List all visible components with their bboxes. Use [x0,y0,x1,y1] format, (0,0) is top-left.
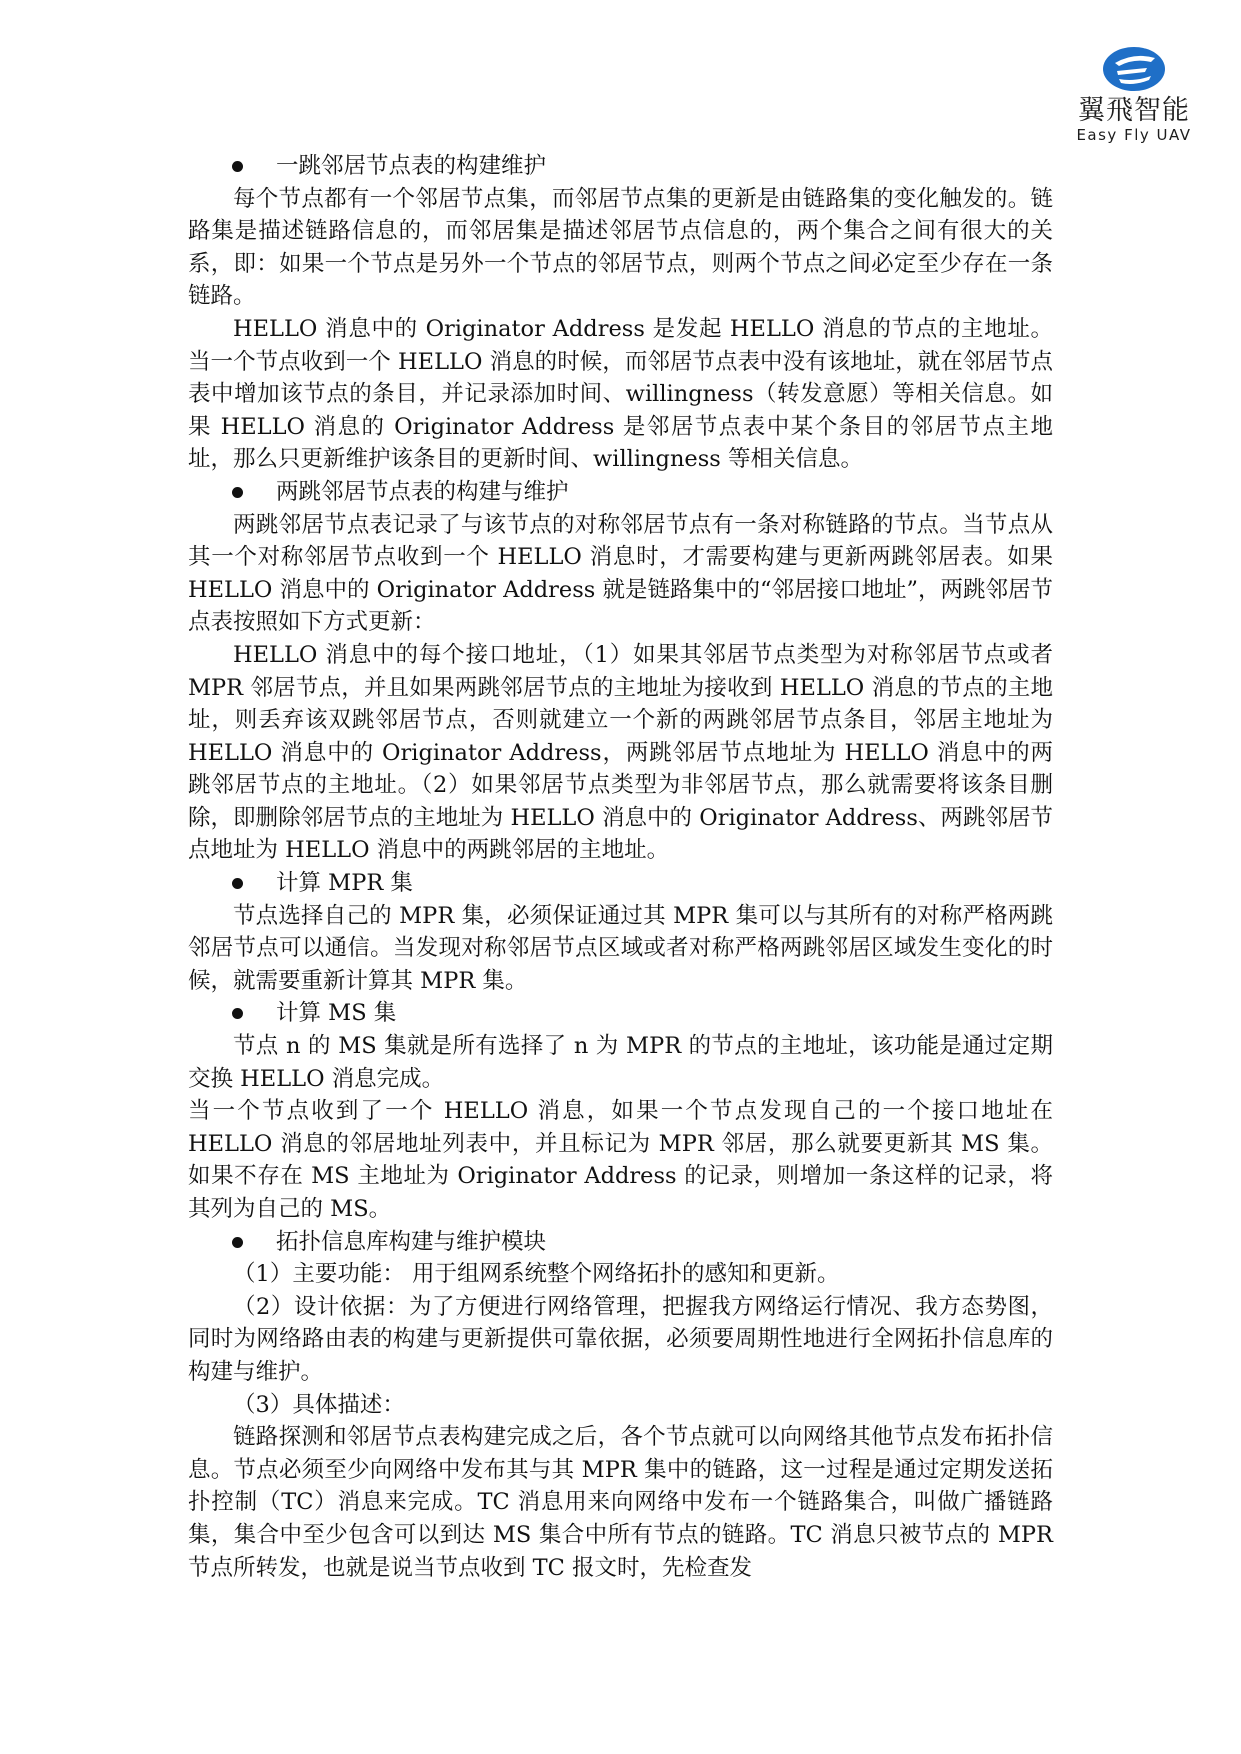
bullet-icon [232,1226,276,1259]
logo-brand-en: Easy Fly UAV [1076,126,1192,144]
company-logo [1074,44,1194,144]
numbered-item: （2）设计依据：为了方便进行网络管理，把握我方网络运行情况、我方态势图，同时为网络路由表的构建与更新提供可靠依据，必须要周期性地进行全网拓扑信息库的构建与维护。 [188,1293,1053,1385]
body-text [188,150,1053,1584]
numbered-item: （3）具体描述： [233,1391,405,1418]
paragraph-flush: 当一个节点收到了一个 HELLO 消息，如果一个节点发现自己的一个接口地址在 HELLO 消息的邻居地址列表中，并且标记为 MPR 邻居，那么就要更新其 MS 集。如果不存在 MS 主地址为 Originator Address 的记录，则增加一条这样的记录，将其列为自己的 MS。 [188,1098,1053,1222]
bullet-heading: 计算 MS 集 [188,997,1053,1030]
paragraph: 两跳邻居节点表记录了与该节点的对称邻居节点有一条对称链路的节点。当节点从其一个对称邻居节点收到一个 HELLO 消息时，才需要构建与更新两跳邻居表。如果 HELLO 消息中的 Originator Address 就是链路集中的“邻居接口地址”，两跳邻居节点表按照如下方式更新： [188,511,1053,636]
bullet-icon [232,997,276,1030]
paragraph: 每个节点都有一个邻居节点集，而邻居节点集的更新是由链路集的变化触发的。链路集是描述链路信息的，而邻居集是描述邻居节点信息的，两个集合之间有很大的关系，即：如果一个节点是另外一个节点的邻居节点，则两个节点之间必定至少存在一条链路。 [188,185,1053,310]
bullet-heading: 一跳邻居节点表的构建维护 [188,150,1053,183]
paragraph: HELLO 消息中的每个接口地址，（1）如果其邻居节点类型为对称邻居节点或者 MPR 邻居节点，并且如果两跳邻居节点的主地址为接收到 HELLO 消息的节点的主地址，则丢弃该双跳邻居节点，否则就建立一个新的两跳邻居节点条目，邻居主地址为 HELLO 消息中的 Originator Address，两跳邻居节点地址为 HELLO 消息中的两跳邻居节点的主地址。（2）如果邻居节点类型为非邻居节点，那么就需要将该条目删除，即删除邻居节点的主地址为 HELLO 消息中的 Originator Address、两跳邻居节点地址为 HELLO 消息中的两跳邻居的主地址。 [188,641,1053,864]
easy-fly-logo-icon [1101,44,1167,94]
bullet-icon [232,150,276,183]
bullet-heading: 拓扑信息库构建与维护模块 [188,1226,1053,1259]
bullet-icon [232,476,276,509]
paragraph: 节点 n 的 MS 集就是所有选择了 n 为 MPR 的节点的主地址，该功能是通过定期交换 HELLO 消息完成。 [188,1033,1053,1092]
paragraph: 链路探测和邻居节点表构建完成之后，各个节点就可以向网络其他节点发布拓扑信息。节点必须至少向网络中发布其与其 MPR 集中的链路，这一过程是通过定期发送拓扑控制（TC）消息来完成。TC 消息用来向网络中发布一个链路集合，叫做广播链路集，集合中至少包含可以到达 MS 集合中所有节点的链路。TC 消息只被节点的 MPR 节点所转发，也就是说当节点收到 TC 报文时，先检查发 [188,1424,1053,1581]
paragraph: 节点选择自己的 MPR 集，必须保证通过其 MPR 集可以与其所有的对称严格两跳邻居节点可以通信。当发现对称邻居节点区域或者对称严格两跳邻居区域发生变化的时候，就需要重新计算其 MPR 集。 [188,902,1053,994]
bullet-icon [232,867,276,900]
bullet-heading: 两跳邻居节点表的构建与维护 [188,476,1053,509]
paragraph: HELLO 消息中的 Originator Address 是发起 HELLO 消息的节点的主地址。当一个节点收到一个 HELLO 消息的时候，而邻居节点表中没有该地址，就在邻居节点表中增加该节点的条目，并记录添加时间、willingness（转发意愿）等相关信息。如果 HELLO 消息的 Originator Address 是邻居节点表中某个条目的邻居节点主地址，那么只更新维护该条目的更新时间、willingness 等相关信息。 [188,315,1053,473]
numbered-item: （1）主要功能： 用于组网系统整个网络拓扑的感知和更新。 [233,1261,840,1288]
logo-brand-cn: 翼飛智能 [1078,95,1190,126]
bullet-heading: 计算 MPR 集 [188,867,1053,900]
